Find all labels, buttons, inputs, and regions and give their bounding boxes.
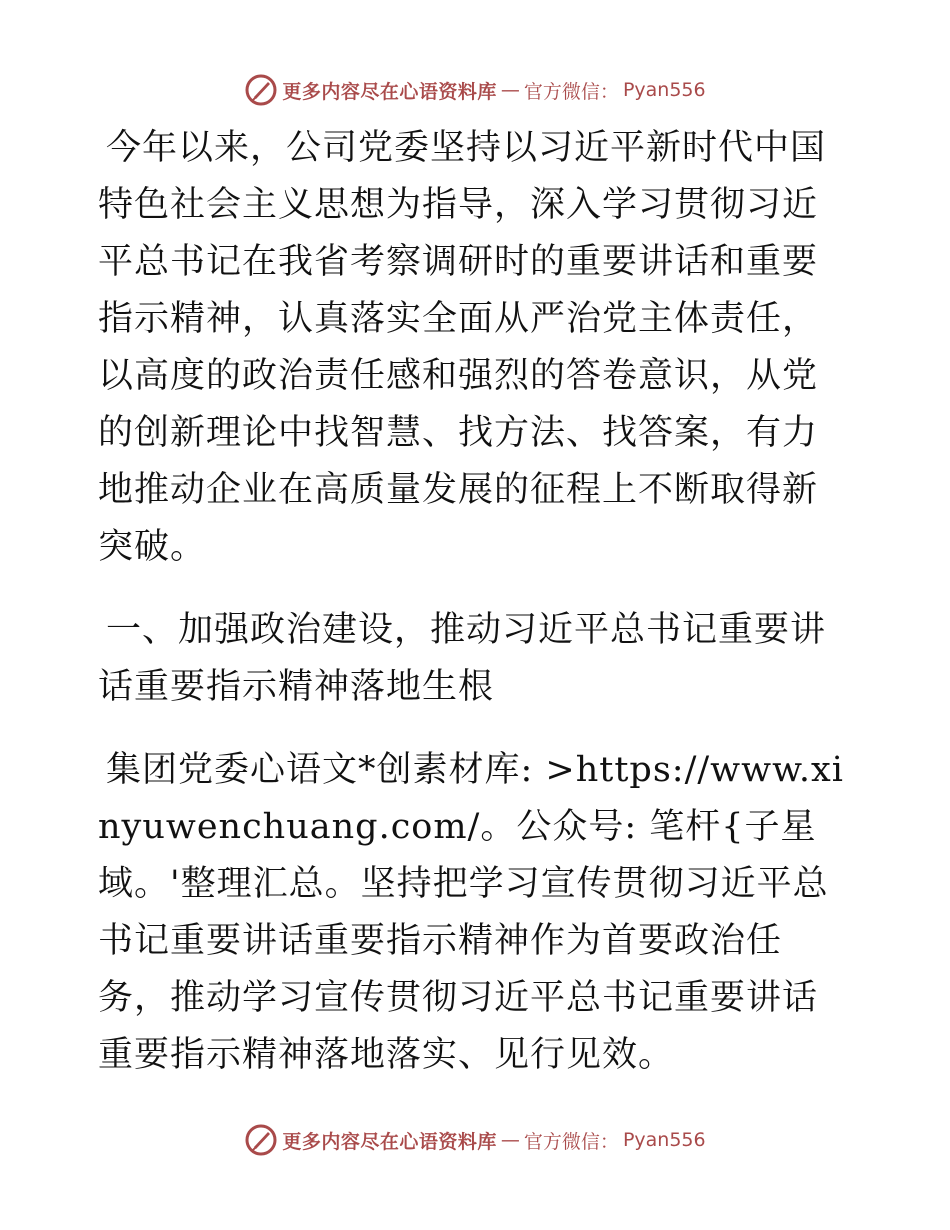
document-body xyxy=(98,120,850,1084)
section-heading: 一、加强政治建设，推动习近平总书记重要讲话重要指示精神落地生根 xyxy=(98,610,827,707)
paragraph-intro: 今年以来，公司党委坚持以习近平新时代中国特色社会主义思想为指导，深入学习贯彻习近平总书记在我省考察调研时的重要讲话和重要指示精神，认真落实全面从严治党主体责任，以高度的政治责任感和强烈的答卷意识，从党的创新理论中找智慧、找方法、找答案，有力地推动企业在高质量发展的征程上不断取得新突破。 xyxy=(98,128,827,567)
watermark-site-text: 更多内容尽在心语资料库 xyxy=(282,80,497,103)
watermark-separator: — xyxy=(500,79,520,101)
quill-seal-icon xyxy=(244,1123,278,1157)
quill-seal-icon xyxy=(244,73,278,107)
watermark-separator: — xyxy=(500,1129,520,1151)
watermark-site-text: 更多内容尽在心语资料库 xyxy=(282,1130,497,1153)
paragraph-section-1: 集团党委心语文*创素材库: >https://www.xinyuwenchuang.com/。公众号: 笔杆{子星域。'整理汇总。坚持把学习宣传贯彻习近平总书记重要讲话重要指示精神作为首要政治任务，推动学习宣传贯彻习近平总书记重要讲话重要指示精神落地落实、见行见效。 xyxy=(98,750,844,1075)
watermark-wechat-label: 官方微信： xyxy=(523,1130,619,1153)
footer-watermark xyxy=(0,1120,950,1160)
watermark-wechat-label: 官方微信： xyxy=(523,80,619,103)
watermark-wechat-id: Pyan556 xyxy=(622,79,706,101)
header-watermark xyxy=(0,70,950,110)
watermark-wechat-id: Pyan556 xyxy=(622,1129,706,1151)
